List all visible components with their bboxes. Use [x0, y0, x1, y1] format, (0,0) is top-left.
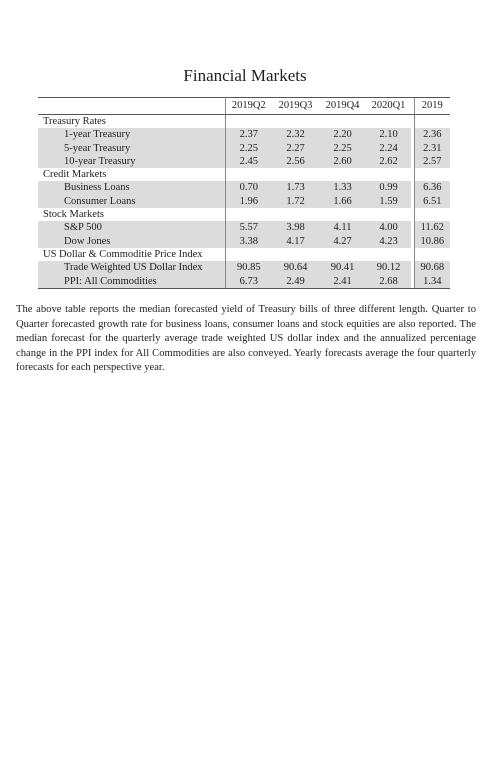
value-cell: 1.59	[366, 195, 411, 208]
value-cell: 2.57	[414, 155, 450, 168]
value-cell: 2.36	[414, 128, 450, 141]
value-cell: 2.62	[366, 155, 411, 168]
table-row	[38, 155, 450, 168]
value-cell: 1.33	[319, 181, 366, 194]
value-cell: 2.25	[225, 142, 272, 155]
row-label: Consumer Loans	[38, 195, 225, 208]
row-label: Business Loans	[38, 181, 225, 194]
value-cell: 1.96	[225, 195, 272, 208]
empty-cell	[366, 115, 411, 129]
row-label: S&P 500	[38, 221, 225, 234]
value-cell: 90.64	[272, 261, 319, 274]
column-header: 2019Q4	[319, 98, 366, 115]
empty-cell	[366, 208, 411, 221]
table-row	[38, 195, 450, 208]
value-cell: 6.73	[225, 275, 272, 289]
row-label: 5-year Treasury	[38, 142, 225, 155]
value-cell: 2.41	[319, 275, 366, 289]
section-row	[38, 115, 450, 129]
empty-cell	[366, 168, 411, 181]
section-label: US Dollar & Commoditie Price Index	[38, 248, 225, 261]
table-row	[38, 235, 450, 248]
row-label: PPI: All Commodities	[38, 275, 225, 289]
empty-cell	[272, 115, 319, 129]
value-cell: 4.27	[319, 235, 366, 248]
row-label: 1-year Treasury	[38, 128, 225, 141]
value-cell: 1.34	[414, 275, 450, 289]
empty-cell	[225, 208, 272, 221]
value-cell: 2.25	[319, 142, 366, 155]
value-cell: 10.86	[414, 235, 450, 248]
table-row	[38, 142, 450, 155]
value-cell: 2.49	[272, 275, 319, 289]
row-label: Dow Jones	[38, 235, 225, 248]
header-blank	[38, 98, 225, 115]
empty-cell	[319, 115, 366, 129]
value-cell: 90.12	[366, 261, 411, 274]
value-cell: 6.51	[414, 195, 450, 208]
table-row	[38, 261, 450, 274]
column-header: 2019Q2	[225, 98, 272, 115]
row-label: Trade Weighted US Dollar Index	[38, 261, 225, 274]
section-label: Treasury Rates	[38, 115, 225, 129]
empty-cell	[366, 248, 411, 261]
row-label: 10-year Treasury	[38, 155, 225, 168]
value-cell: 2.56	[272, 155, 319, 168]
value-cell: 4.00	[366, 221, 411, 234]
empty-cell	[319, 208, 366, 221]
value-cell: 4.23	[366, 235, 411, 248]
value-cell: 2.68	[366, 275, 411, 289]
value-cell: 2.45	[225, 155, 272, 168]
empty-cell	[319, 168, 366, 181]
empty-cell	[414, 248, 450, 261]
value-cell: 0.70	[225, 181, 272, 194]
empty-cell	[225, 168, 272, 181]
value-cell: 11.62	[414, 221, 450, 234]
value-cell: 4.11	[319, 221, 366, 234]
value-cell: 5.57	[225, 221, 272, 234]
value-cell: 1.73	[272, 181, 319, 194]
value-cell: 90.41	[319, 261, 366, 274]
value-cell: 2.37	[225, 128, 272, 141]
empty-cell	[319, 248, 366, 261]
section-label: Credit Markets	[38, 168, 225, 181]
value-cell: 90.68	[414, 261, 450, 274]
table-row	[38, 221, 450, 234]
value-cell: 1.72	[272, 195, 319, 208]
empty-cell	[272, 168, 319, 181]
value-cell: 6.36	[414, 181, 450, 194]
empty-cell	[225, 115, 272, 129]
value-cell: 4.17	[272, 235, 319, 248]
value-cell: 3.38	[225, 235, 272, 248]
section-row	[38, 248, 450, 261]
value-cell: 0.99	[366, 181, 411, 194]
empty-cell	[272, 248, 319, 261]
value-cell: 90.85	[225, 261, 272, 274]
empty-cell	[414, 168, 450, 181]
empty-cell	[225, 248, 272, 261]
table-row	[38, 181, 450, 194]
table-row	[38, 128, 450, 141]
section-row	[38, 208, 450, 221]
value-cell: 2.31	[414, 142, 450, 155]
column-header: 2020Q1	[366, 98, 411, 115]
empty-cell	[272, 208, 319, 221]
value-cell: 2.10	[366, 128, 411, 141]
value-cell: 3.98	[272, 221, 319, 234]
value-cell: 2.20	[319, 128, 366, 141]
section-row	[38, 168, 450, 181]
header-row	[38, 98, 450, 115]
value-cell: 2.27	[272, 142, 319, 155]
section-label: Stock Markets	[38, 208, 225, 221]
table-row	[38, 275, 450, 289]
empty-cell	[414, 115, 450, 129]
table-title: Financial Markets	[183, 66, 307, 85]
value-cell: 2.60	[319, 155, 366, 168]
column-header: 2019	[414, 98, 450, 115]
value-cell: 2.24	[366, 142, 411, 155]
value-cell: 1.66	[319, 195, 366, 208]
value-cell: 2.32	[272, 128, 319, 141]
empty-cell	[414, 208, 450, 221]
column-header: 2019Q3	[272, 98, 319, 115]
table-caption: The above table reports the median forecasted yield of Treasury bills of three different length. Quarter to Quarter forecasted growth rate for business loans, consumer loans and stock equities are also reported. The median forecast for the quarterly average trade weighted US dollar index and the annualized percentage change in the PPI index for All Commodities are also conveyed. Yearly forecasts average the four quarterly forecasts for each perspective year.	[16, 304, 476, 373]
financial-markets-table	[38, 97, 450, 289]
